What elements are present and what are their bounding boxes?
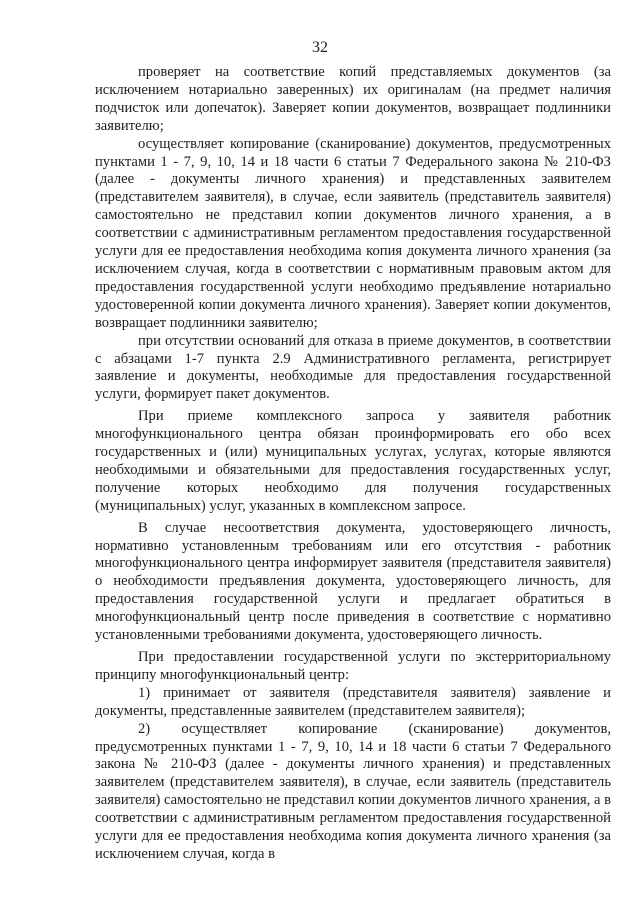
paragraph-identity-document: В случае несоответствия документа, удостоверяющего личность, нормативно установленным требованиям или его отсутствия - работник многофункционального центра информирует заявителя (представителя заявителя) о необходимости предъявления документа, удостоверяющего личность, для предоставления государственной услуги и предлагает обратиться в многофункциональный центр после приведения в соответствие с нормативно установленными требованиями документа, удостоверяющего личность.	[95, 519, 611, 644]
page-number: 32	[312, 39, 328, 56]
list-item-2: 2) осуществляет копирование (сканирование) документов, предусмотренных пунктами 1 - 7, 9, 10, 14 и 18 части 6 статьи 7 Федерального закона № 210-ФЗ (далее - документы личного хранения) и представленных заявителем (представителем заявителя), в случае, если заявитель (представитель заявителя) самостоятельно не представил копии документов личного хранения, а в соответствии с административным регламентом предоставления государственной услуги для ее предоставления необходима копия документа личного хранения (за исключением случая, когда в	[95, 720, 611, 862]
paragraph-register-application: при отсутствии оснований для отказа в приеме документов, в соответствии с абзацами 1-7 пункта 2.9 Административного регламента, регистрирует заявление и документы, необходимые для предоставления государственной услуги, формирует пакет документов.	[95, 332, 611, 403]
paragraph-verify-copies: проверяет на соответствие копий представляемых документов (за исключением нотариально заверенных) их оригиналам (на предмет наличия подчисток или допечаток). Заверяет копии документов, возвращает подлинники заявителю;	[95, 64, 611, 134]
paragraph-copy-documents: осуществляет копирование (сканирование) документов, предусмотренных пунктами 1 - 7, 9, 10, 14 и 18 части 6 статьи 7 Федерального закона № 210-ФЗ (далее - документы личного хранения) и представленных заявителем (представителем заявителя), в случае, если заявитель (представитель заявителя) самостоятельно не представил копии документов личного хранения, а в соответствии с административным регламентом предоставления государственной услуги для ее предоставления необходима копия документа личного хранения (за исключением случая, когда в соответствии с нормативным правовым актом для предоставления государственной услуги необходимо предъявление нотариально удостоверенной копии документа личного хранения). Заверяет копии документов, возвращает подлинники заявителю;	[95, 135, 611, 331]
list-item-1: 1) принимает от заявителя (представителя заявителя) заявление и документы, представленные заявителем (представителем заявителя);	[95, 684, 611, 719]
paragraph-complex-request: При приеме комплексного запроса у заявителя работник многофункционального центра обязан проинформировать его обо всех государственных и (или) муниципальных услугах, услугах, которые являются необходимыми и обязательными для предоставления государственных услуг, получение которых необходимо для получения государственных (муниципальных) услуг, указанных в комплексном запросе.	[95, 408, 611, 514]
paragraph-extraterritorial: При предоставлении государственной услуги по экстерриториальному принципу многофункциональный центр:	[95, 649, 611, 683]
document-body	[95, 64, 611, 864]
